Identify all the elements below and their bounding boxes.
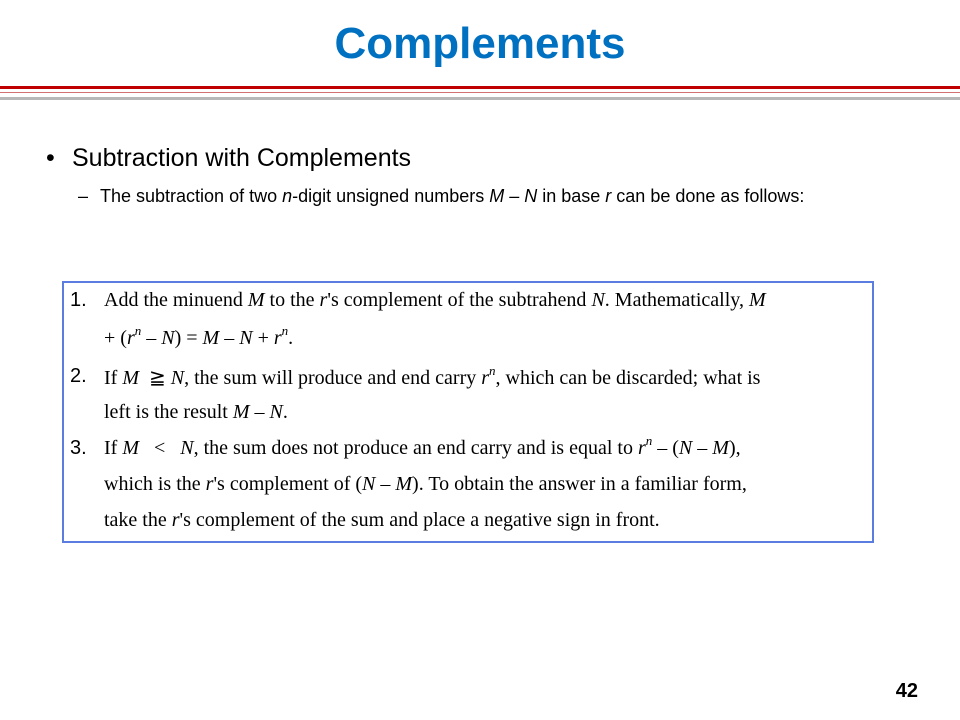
step-line: which is the r's complement of (N – M). To obtain the answer in a familiar form, (104, 473, 747, 495)
step-number: 2. (70, 365, 87, 387)
step-number: 3. (70, 437, 87, 459)
title-underline-gray (0, 97, 960, 100)
sub-bullet-item (78, 185, 878, 207)
bullet-item (46, 142, 411, 174)
step-line: If M ≧ N, the sum will produce and end carry $r^n$, which can be discarded; what is (104, 363, 761, 389)
title-underline-red (0, 86, 960, 89)
dash-icon: – (78, 186, 89, 206)
step-number: 1. (70, 289, 87, 311)
sub-bullet-text: The subtraction of two n-digit unsigned numbers M – N in base r can be done as follows: (100, 186, 805, 206)
step-line: + $(r^n - N) = M - N + r^n$. (104, 323, 294, 349)
step-line: If M < N, the sum does not produce an end carry and is equal to $r^n - (N - M)$, (104, 433, 741, 459)
step-line: left is the result M – N. (104, 401, 288, 423)
step-line: Add the minuend M to the r's complement of the subtrahend N. Mathematically, M (104, 289, 766, 311)
slide-title: Complements (334, 19, 626, 68)
bullet-icon: • (46, 144, 55, 172)
steps-box (62, 281, 874, 543)
page-number: 42 (895, 680, 918, 702)
title-underline-thin (0, 92, 960, 93)
step-line: take the r's complement of the sum and place a negative sign in front. (104, 509, 660, 531)
bullet-text: Subtraction with Complements (72, 144, 412, 172)
